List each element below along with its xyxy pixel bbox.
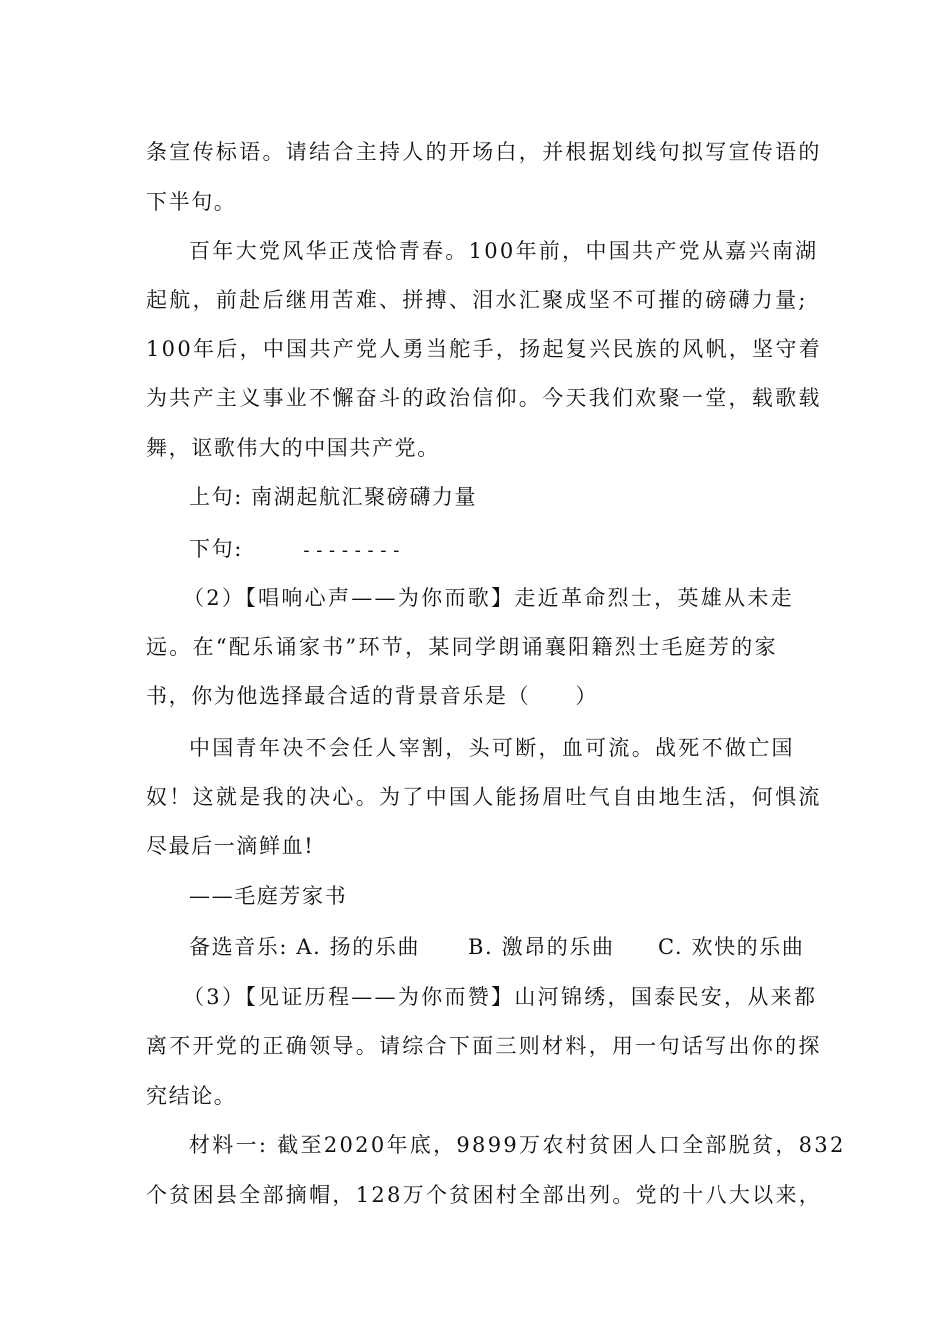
paragraph-line: 起航，前赴后继用苦难、拼搏、泪水汇聚成坚不可摧的磅礴力量;: [146, 288, 808, 312]
letter-line: 中国青年决不会任人宰割，头可断，血可流。战死不做亡国: [189, 736, 795, 760]
paragraph-line: 条宣传标语。请结合主持人的开场白，并根据划线句拟写宣传语的: [146, 140, 822, 164]
music-option-c: C. 欢快的乐曲: [658, 935, 805, 959]
music-option-b: B. 激昂的乐曲: [468, 935, 615, 959]
upper-phrase: 上句: 南湖起航汇聚磅礴力量: [189, 485, 478, 509]
material-line: 个贫困县全部摘帽，128万个贫困村全部出列。党的十八大以来，: [146, 1183, 823, 1207]
music-option-a: 备选音乐: A. 扬的乐曲: [189, 935, 421, 959]
paragraph-line: 为共产主义事业不懈奋斗的政治信仰。今天我们欢聚一堂，载歌载: [146, 386, 822, 410]
paragraph-line: 100年后，中国共产党人勇当舵手，扬起复兴民族的风帆，坚守着: [146, 337, 823, 361]
answer-blank: --------: [301, 540, 404, 561]
question-line: （2）【唱响心声——为你而歌】走近革命烈士，英雄从未走: [183, 586, 794, 610]
question-line: （3）【见证历程——为你而赞】山河锦绣，国泰民安，从来都: [183, 985, 818, 1009]
question-line: 远。在“配乐诵家书”环节，某同学朗诵襄阳籍烈士毛庭芳的家: [146, 635, 778, 659]
paragraph-line: 下半句。: [146, 190, 237, 214]
material-line: 材料一: 截至2020年底，9899万农村贫困人口全部脱贫，832: [189, 1133, 846, 1157]
letter-line: 奴！这就是我的决心。为了中国人能扬眉吐气自由地生活，何惧流: [146, 785, 822, 809]
letter-line: 尽最后一滴鲜血!: [146, 834, 315, 858]
question-line: 离不开党的正确领导。请综合下面三则材料，用一句话写出你的探: [146, 1034, 822, 1058]
question-line: 书，你为他选择最合适的背景音乐是（ ）: [146, 684, 598, 708]
paragraph-line: 百年大党风华正茂恰青春。100年前，中国共产党从嘉兴南湖: [189, 239, 819, 263]
lower-phrase-label: 下句:: [189, 537, 243, 561]
paragraph-line: 舞，讴歌伟大的中国共产党。: [146, 436, 440, 460]
letter-attribution: ——毛庭芳家书: [189, 884, 348, 908]
question-line: 究结论。: [146, 1084, 237, 1108]
